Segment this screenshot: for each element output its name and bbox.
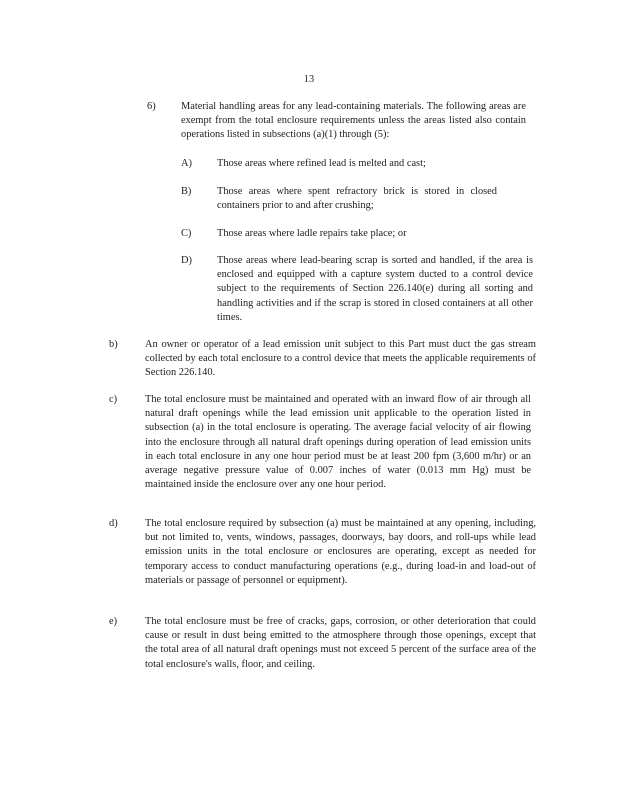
item-text: The total enclosure required by subsection (a) must be maintained at any opening, including, but not limited to, vents, windows, passages, doorways, bay doors, and roll-ups while lead emission units in the total enclosure or enclosures are operating, except as needed for temporary access to conduct manufacturing operations (e.g., during load-in and load-out of materials or passage of personnel or equipment).: [145, 518, 536, 586]
subitem-text: Those areas where refined lead is melted and cast;: [217, 158, 426, 169]
page-number: 13: [303, 74, 315, 85]
item-text: An owner or operator of a lead emission unit subject to this Part must duct the gas stream collected by each total enclosure to a control device that meets the applicable requirements of Section 226.140.: [145, 339, 536, 379]
subitem-label: C): [181, 228, 192, 239]
subitem-text: Those areas where ladle repairs take place; or: [217, 228, 407, 239]
subitem-label: D): [181, 255, 192, 266]
subitem-text: Those areas where spent refractory brick is stored in closed containers prior to and after crushing;: [217, 186, 497, 212]
item-label: d): [109, 518, 118, 529]
item-label: e): [109, 616, 118, 627]
item-text: Material handling areas for any lead-containing materials. The following areas are exempt from the total enclosure requirements unless the areas listed also contain operations listed in subsections (a)(1) through (5):: [181, 101, 526, 141]
item-text: The total enclosure must be free of cracks, gaps, corrosion, or other deterioration that could cause or result in dust being emitted to the atmosphere through those openings, except that the total area of all natural draft openings must not exceed 5 percent of the surface area of the total enclosure's walls, floor, and ceiling.: [145, 616, 536, 670]
subitem-label: A): [181, 158, 192, 169]
subitem-label: B): [181, 186, 192, 197]
item-label: c): [109, 394, 118, 405]
subitem-text: Those areas where lead-bearing scrap is sorted and handled, if the area is enclosed and equipped with a capture system ducted to a control device subject to the requirements of Section 226.140(e) during all sorting and handling activities and if the scrap is stored in closed containers at all other times.: [217, 255, 533, 323]
item-label: b): [109, 339, 118, 350]
item-label: 6): [147, 101, 156, 112]
item-text: The total enclosure must be maintained and operated with an inward flow of air through all natural draft openings while the lead emission unit applicable to the operation listed in subsection (a) in the total enclosure is operating. The average facial velocity of air flowing into the enclosure through all natural draft openings during operation of lead emission units in each total enclosure in any one hour period must be at least 200 fpm (3,600 m/hr) or an average negative pressure value of 0.007 inches of water (0.013 mm Hg) must be maintained inside the enclosure over any one hour period.: [145, 394, 531, 491]
